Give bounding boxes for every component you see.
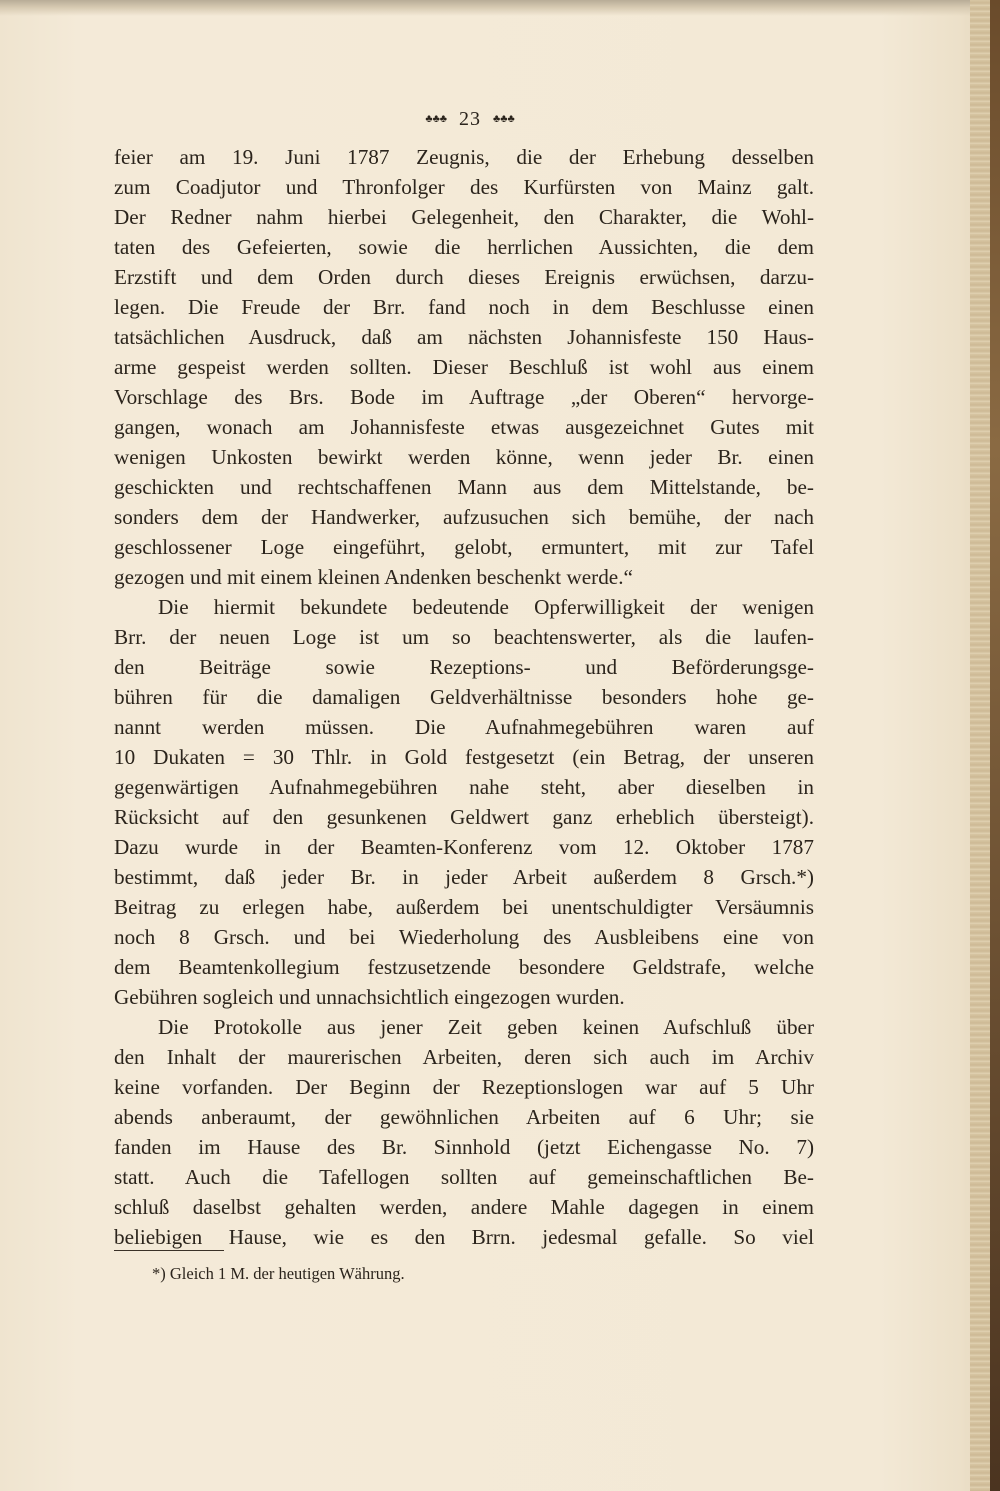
text-line: arme gespeist werden sollten. Dieser Beschluß ist wohl aus einem <box>114 355 814 379</box>
text-line: wenigen Unkosten bewirkt werden könne, wenn jeder Br. einen <box>114 445 814 469</box>
text-line: bestimmt, daß jeder Br. in jeder Arbeit außerdem 8 Grsch.*) <box>114 865 814 889</box>
text-line: statt. Auch die Tafellogen sollten auf gemeinschaftlichen Be- <box>114 1165 814 1189</box>
text-line: fanden im Hause des Br. Sinnhold (jetzt Eichengasse No. 7) <box>114 1135 814 1159</box>
text-line: gegenwärtigen Aufnahmegebühren nahe steht, aber dieselben in <box>114 775 814 799</box>
text-line: geschickten und rechtschaffenen Mann aus dem Mittelstande, be- <box>114 475 814 499</box>
footnote-rule <box>114 1250 224 1251</box>
text-line: sonders dem der Handwerker, aufzusuchen sich bemühe, der nach <box>114 505 814 529</box>
book-cover-edge <box>990 0 1000 1491</box>
text-line: Dazu wurde in der Beamten-Konferenz vom 12. Oktober 1787 <box>114 835 814 859</box>
text-line: 10 Dukaten = 30 Thlr. in Gold festgesetzt (ein Betrag, der unseren <box>114 745 814 769</box>
text-line: Erzstift und dem Orden durch dieses Ereignis erwüchsen, darzu- <box>114 265 814 289</box>
text-line: feier am 19. Juni 1787 Zeugnis, die der Erhebung desselben <box>114 145 814 169</box>
text-line: Der Redner nahm hierbei Gelegenheit, den Charakter, die Wohl- <box>114 205 814 229</box>
page-number: 23 <box>459 108 481 130</box>
text-line: gezogen und mit einem kleinen Andenken beschenkt werde.“ <box>114 565 633 589</box>
text-line: Brr. der neuen Loge ist um so beachtenswerter, als die laufen- <box>114 625 814 649</box>
text-line: schluß daselbst gehalten werden, andere Mahle dagegen in einem <box>114 1195 814 1219</box>
text-line: keine vorfanden. Der Beginn der Rezeptionslogen war auf 5 Uhr <box>114 1075 814 1099</box>
ornament-right-icon: ♣♣♣ <box>493 113 515 125</box>
text-line: tatsächlichen Ausdruck, daß am nächsten Johannisfeste 150 Haus- <box>114 325 814 349</box>
text-line: Beitrag zu erlegen habe, außerdem bei unentschuldigter Versäumnis <box>114 895 814 919</box>
text-line: geschlossener Loge eingeführt, gelobt, ermuntert, mit zur Tafel <box>114 535 814 559</box>
text-line: noch 8 Grsch. und bei Wiederholung des Ausbleibens eine von <box>114 925 814 949</box>
page-top-shadow <box>0 0 1000 16</box>
text-line: Gebühren sogleich und unnachsichtlich eingezogen wurden. <box>114 985 625 1009</box>
text-line: abends anberaumt, der gewöhnlichen Arbeiten auf 6 Uhr; sie <box>114 1105 814 1129</box>
text-line: beliebigen Hause, wie es den Brrn. jedesmal gefalle. So viel <box>114 1225 814 1249</box>
footnote: *) Gleich 1 M. der heutigen Währung. <box>152 1264 405 1283</box>
text-line: Vorschlage des Brs. Bode im Auftrage „der Oberen“ hervorge- <box>114 385 814 409</box>
text-line: Rücksicht auf den gesunkenen Geldwert ganz erheblich übersteigt). <box>114 805 814 829</box>
text-line: Die Protokolle aus jener Zeit geben keinen Aufschluß über <box>158 1015 814 1039</box>
text-line: gangen, wonach am Johannisfeste etwas ausgezeichnet Gutes mit <box>114 415 814 439</box>
page-header <box>0 108 940 131</box>
text-line: den Beiträge sowie Rezeptions- und Beförderungsge- <box>114 655 814 679</box>
text-line: nannt werden müssen. Die Aufnahmegebühren waren auf <box>114 715 814 739</box>
ornament-left-icon: ♣♣♣ <box>425 113 447 125</box>
book-fore-edge <box>970 0 1000 1491</box>
text-line: den Inhalt der maurerischen Arbeiten, deren sich auch im Archiv <box>114 1045 814 1069</box>
body-text <box>114 142 814 1252</box>
text-line: zum Coadjutor und Thronfolger des Kurfürsten von Mainz galt. <box>114 175 814 199</box>
text-line: legen. Die Freude der Brr. fand noch in dem Beschlusse einen <box>114 295 814 319</box>
text-line: bühren für die damaligen Geldverhältnisse besonders hohe ge- <box>114 685 814 709</box>
text-line: dem Beamtenkollegium festzusetzende besondere Geldstrafe, welche <box>114 955 814 979</box>
text-line: taten des Gefeierten, sowie die herrlichen Aussichten, die dem <box>114 235 814 259</box>
text-line: Die hiermit bekundete bedeutende Opferwilligkeit der wenigen <box>158 595 814 619</box>
